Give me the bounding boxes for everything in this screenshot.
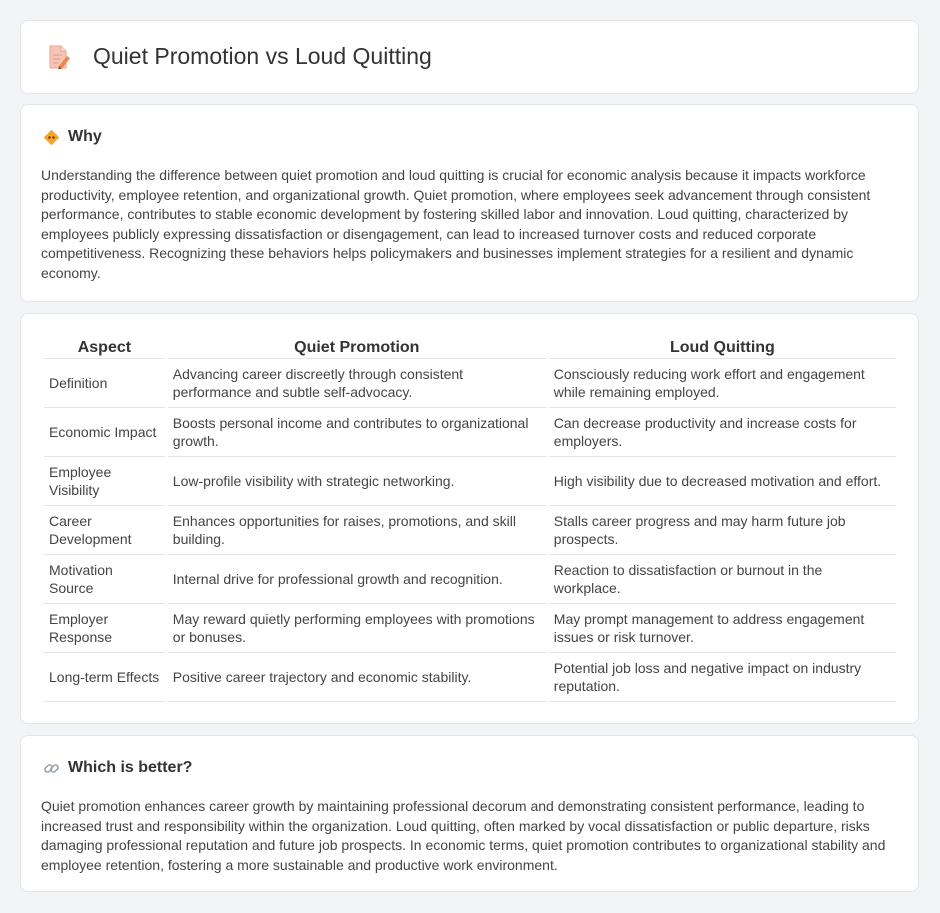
cell-quiet-promotion: Positive career trajectory and economic stability. [168,653,546,702]
cell-aspect: Definition [44,359,165,408]
comparison-table [41,336,899,702]
table-row [44,653,896,702]
why-heading [43,128,102,146]
cell-quiet-promotion: Boosts personal income and contributes to organizational growth. [168,408,546,457]
table-row [44,604,896,653]
cell-loud-quitting: Potential job loss and negative impact on industry reputation. [549,653,896,702]
cell-loud-quitting: May prompt management to address engagement issues or risk turnover. [549,604,896,653]
cell-loud-quitting: Consciously reducing work effort and engagement while remaining employed. [549,359,896,408]
title-row [47,43,432,70]
cell-quiet-promotion: Low-profile visibility with strategic networking. [168,457,546,506]
which-is-better-title: Which is better? [68,759,193,776]
table-row [44,457,896,506]
why-title: Why [68,128,102,145]
why-text: Understanding the difference between quiet promotion and loud quitting is crucial for economic analysis because it impacts workforce productivity, employee retention, and organizational growth. Quiet promotion, where employees seek advancement through consistent performance, contributes to stable economic development by fostering skilled labor and innovation. Loud quitting, characterized by employees publicly expressing dissatisfaction or disengagement, can lead to increased turnover costs and reduced corporate competitiveness. Recognizing these behaviors helps policymakers and businesses implement strategies for a resilient and dynamic economy. [41,167,871,281]
cell-aspect: Employee Visibility [44,457,165,506]
cell-quiet-promotion: Internal drive for professional growth and recognition. [168,555,546,604]
cell-loud-quitting: Reaction to dissatisfaction or burnout in the workplace. [549,555,896,604]
link-icon [43,760,60,777]
why-card [20,104,919,302]
cell-loud-quitting: Can decrease productivity and increase costs for employers. [549,408,896,457]
cell-aspect: Economic Impact [44,408,165,457]
cell-aspect: Motivation Source [44,555,165,604]
cell-loud-quitting: High visibility due to decreased motivation and effort. [549,457,896,506]
cell-quiet-promotion: Advancing career discreetly through consistent performance and subtle self-advocacy. [168,359,546,408]
which-is-better-heading [43,759,192,777]
header-aspect: Aspect [44,336,165,359]
header-quiet-promotion: Quiet Promotion [168,336,546,359]
cell-aspect: Long-term Effects [44,653,165,702]
page-title: Quiet Promotion vs Loud Quitting [93,43,432,69]
document-pencil-icon [47,44,71,70]
cell-quiet-promotion: May reward quietly performing employees with promotions or bonuses. [168,604,546,653]
cell-aspect: Career Development [44,506,165,555]
comparison-card [20,313,919,724]
cell-aspect: Employer Response [44,604,165,653]
cell-loud-quitting: Stalls career progress and may harm future job prospects. [549,506,896,555]
cell-quiet-promotion: Enhances opportunities for raises, promotions, and skill building. [168,506,546,555]
which-is-better-text: Quiet promotion enhances career growth by maintaining professional decorum and demonstrating consistent performance, leading to increased trust and responsibility within the organization. Loud quitting, often marked by vocal dissatisfaction or public departure, risks damaging professional reputation and future job prospects. In economic terms, quiet promotion contributes to organizational stability and employee retention, fostering a more sustainable and productive work environment. [41,798,886,873]
table-row [44,359,896,408]
table-row [44,408,896,457]
table-header-row [44,336,896,359]
table-row [44,506,896,555]
diamond-sign-icon [43,129,60,146]
which-is-better-card [20,735,919,892]
table-row [44,555,896,604]
title-card [20,20,919,94]
header-loud-quitting: Loud Quitting [549,336,896,359]
